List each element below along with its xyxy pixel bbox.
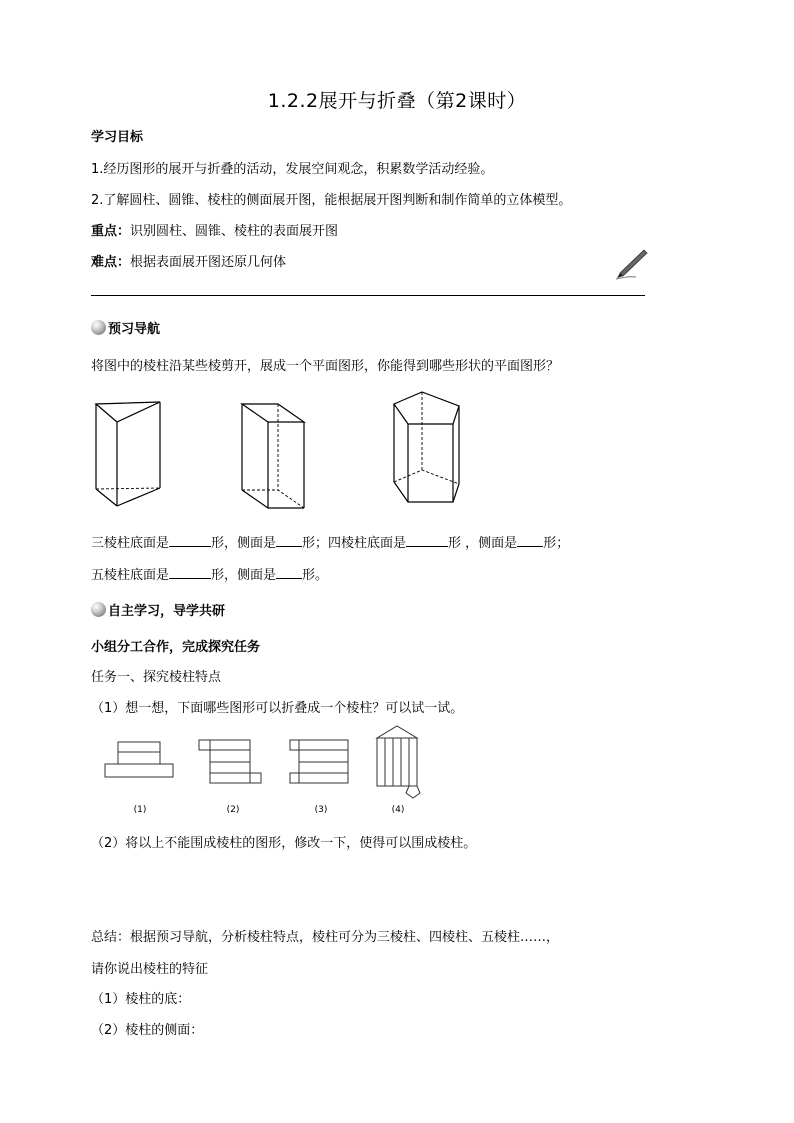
preview-question: 将图中的棱柱沿某些棱剪开，展成一个平面图形，你能得到哪些形状的平面图形？: [91, 359, 560, 374]
net-1: [105, 742, 173, 777]
figure-label: (1): [133, 805, 147, 815]
objective-1: 1.经历图形的展开与折叠的活动，发展空间观念，积累数学活动经验。: [91, 162, 494, 177]
answer-blank[interactable]: [276, 566, 302, 579]
fill1-text-d: 形 ，侧面是: [448, 536, 518, 551]
section-bullet-icon: [91, 320, 106, 335]
pentagonal-prism-figure: [394, 392, 459, 502]
net-2: [199, 740, 261, 783]
fill1-text-b: 形，侧面是: [211, 536, 277, 551]
answer-blank[interactable]: [169, 534, 211, 547]
self-study-section-heading: [91, 600, 225, 619]
answer-blank[interactable]: [276, 534, 302, 547]
summary-text: 总结：根据预习导航，分析棱柱特点，棱柱可分为三棱柱、四棱柱、五棱柱……，: [91, 930, 560, 945]
figure-label: (4): [391, 805, 405, 815]
figure-label: (3): [314, 805, 328, 815]
net-4: [377, 726, 420, 798]
fill1-text-c: 形；四棱柱底面是: [302, 536, 407, 551]
fill-blank-line-1: [91, 532, 569, 551]
key-text: 识别圆柱、圆锥、棱柱的表面展开图: [130, 224, 339, 239]
task-1: 任务一、探究棱柱特点: [91, 670, 222, 685]
prism-side-item: （2）棱柱的侧面：: [91, 1023, 204, 1038]
answer-blank[interactable]: [169, 566, 211, 579]
prism-figures: [88, 388, 488, 518]
key-label: 重点：: [91, 224, 131, 239]
pen-icon: [614, 246, 650, 280]
net-3: [290, 740, 348, 783]
group-task: 小组分工合作，完成探究任务: [91, 640, 261, 655]
question-1: （1）想一想，下面哪些图形可以折叠成一个棱柱？可以试一试。: [91, 701, 464, 716]
fill2-text-c: 形。: [302, 568, 329, 583]
difficulty-point: [91, 251, 286, 270]
objectives-heading: 学习目标: [91, 130, 144, 145]
prism-base-item: （1）棱柱的底：: [91, 992, 191, 1007]
quadrilateral-prism-figure: [242, 404, 304, 508]
page-title: 1.2.2展开与折叠（第2课时）: [267, 90, 527, 112]
difficulty-label: 难点：: [91, 255, 131, 270]
answer-blank[interactable]: [406, 534, 448, 547]
divider-line: [91, 295, 645, 296]
preview-heading-text: 预习导航: [108, 322, 161, 337]
preview-section-heading: [91, 318, 160, 337]
key-point: [91, 220, 338, 239]
fill2-text-a: 五棱柱底面是: [91, 568, 170, 583]
objective-2: 2.了解圆柱、圆锥、棱柱的侧面展开图，能根据展开图判断和制作简单的立体模型。: [91, 193, 572, 208]
fill-blank-line-2: [91, 564, 328, 583]
answer-blank[interactable]: [517, 534, 543, 547]
prism-nets-figure: [100, 724, 440, 820]
question-2: （2）将以上不能围成棱柱的图形，修改一下，使得可以围成棱柱。: [91, 836, 477, 851]
fill2-text-b: 形，侧面是: [211, 568, 277, 583]
self-study-heading-text: 自主学习，导学共研: [108, 604, 226, 619]
fill1-text-a: 三棱柱底面是: [91, 536, 170, 551]
fill1-text-e: 形；: [543, 536, 570, 551]
summary-prompt: 请你说出棱柱的特征: [91, 962, 209, 977]
triangular-prism-figure: [96, 402, 160, 506]
difficulty-text: 根据表面展开图还原几何体: [130, 255, 287, 270]
figure-label: (2): [226, 805, 240, 815]
section-bullet-icon: [91, 602, 106, 617]
